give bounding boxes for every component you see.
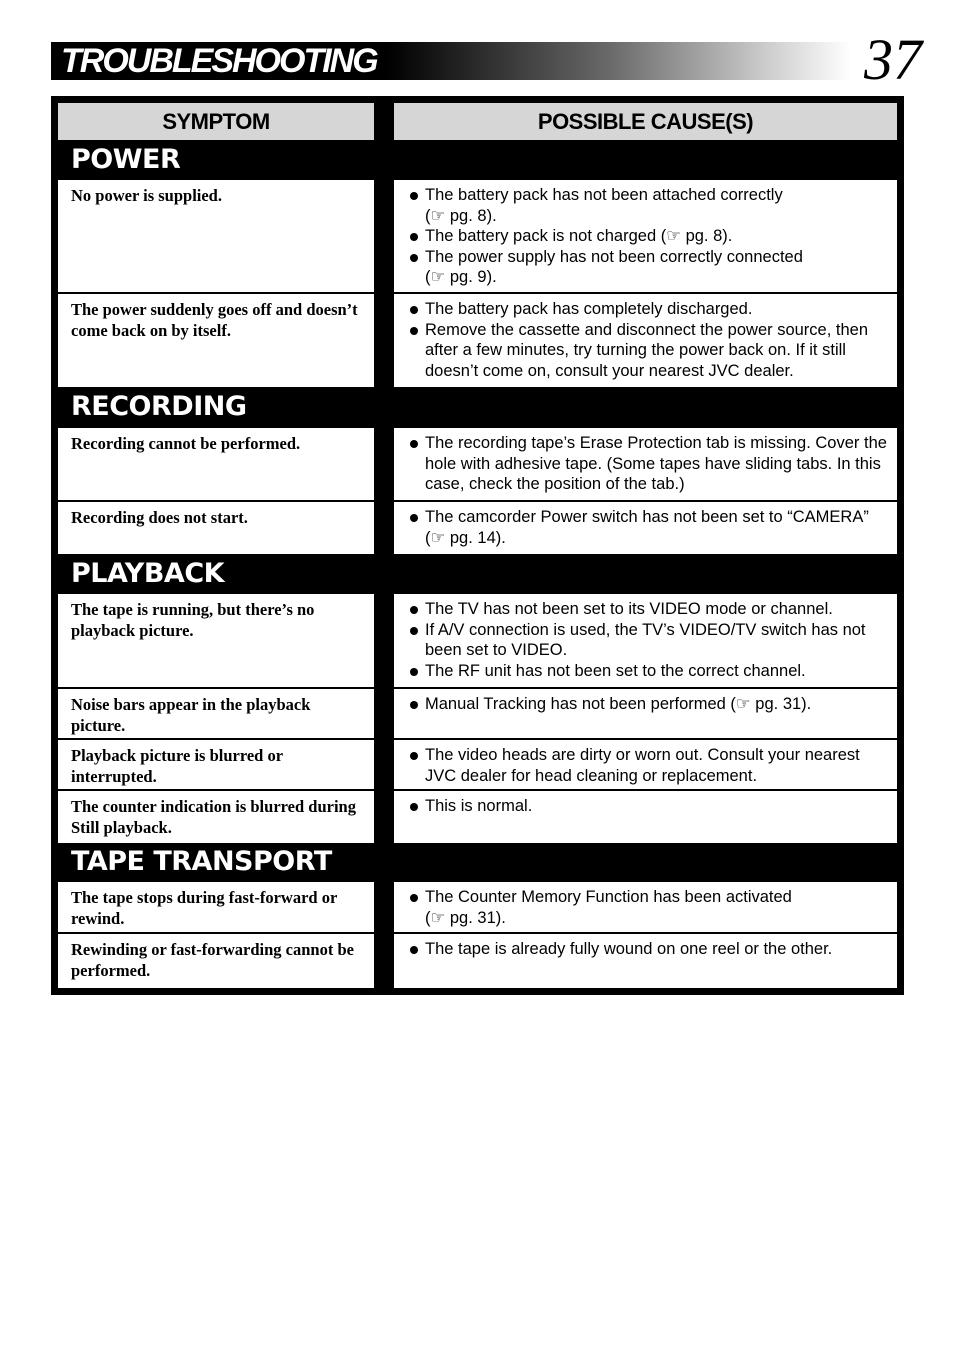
cause-item: This is normal.	[408, 796, 887, 817]
page-title: TROUBLESHOOTING	[61, 42, 377, 80]
cause-cell	[394, 594, 897, 687]
cause-cell	[394, 180, 897, 292]
symptom-cell: Recording does not start.	[58, 502, 374, 554]
symptom-cell: The tape stops during fast-forward or rewind.	[58, 882, 374, 932]
section-label-tape-transport: TAPE TRANSPORT	[71, 846, 332, 877]
section-label-power: POWER	[71, 144, 181, 175]
cause-item: The video heads are dirty or worn out. Consult your nearest JVC dealer for head cleaning or replacement.	[408, 745, 887, 786]
cause-item: The Counter Memory Function has been activated (☞ pg. 31).	[408, 887, 887, 928]
cause-item: The power supply has not been correctly connected (☞ pg. 9).	[408, 247, 887, 288]
symptom-cell: The counter indication is blurred during Still playback.	[58, 791, 374, 843]
section-label-recording: RECORDING	[71, 391, 247, 422]
cause-cell	[394, 934, 897, 988]
symptom-cell: Playback picture is blurred or interrupted.	[58, 740, 374, 789]
symptom-cell: The tape is running, but there’s no playback picture.	[58, 594, 374, 687]
symptom-cell: Rewinding or fast-forwarding cannot be performed.	[58, 934, 374, 988]
cause-cell	[394, 689, 897, 738]
cause-cell	[394, 740, 897, 789]
cause-item: The TV has not been set to its VIDEO mode or channel.	[408, 599, 887, 620]
cause-item: The battery pack is not charged (☞ pg. 8).	[408, 226, 887, 247]
cause-item: Remove the cassette and disconnect the power source, then after a few minutes, try turning the power back on. If it still doesn’t come on, consult your nearest JVC dealer.	[408, 320, 887, 382]
cause-cell	[394, 882, 897, 932]
symptom-cell: Recording cannot be performed.	[58, 428, 374, 500]
cause-item: If A/V connection is used, the TV’s VIDEO/TV switch has not been set to VIDEO.	[408, 620, 887, 661]
column-header-symptom: SYMPTOM	[58, 103, 374, 140]
column-header-cause: POSSIBLE CAUSE(S)	[394, 103, 897, 140]
cause-item: The recording tape’s Erase Protection tab is missing. Cover the hole with adhesive tape. (Some tapes have sliding tabs. In this case, check the position of the tab.)	[408, 433, 887, 495]
cause-item: The RF unit has not been set to the correct channel.	[408, 661, 887, 682]
cause-item: The battery pack has completely discharged.	[408, 299, 887, 320]
cause-item: Manual Tracking has not been performed (☞ pg. 31).	[408, 694, 887, 715]
cause-item: The camcorder Power switch has not been set to “CAMERA” (☞ pg. 14).	[408, 507, 887, 548]
cause-cell	[394, 294, 897, 387]
cause-item: The tape is already fully wound on one reel or the other.	[408, 939, 887, 960]
cause-item: The battery pack has not been attached correctly (☞ pg. 8).	[408, 185, 887, 226]
symptom-cell: Noise bars appear in the playback picture.	[58, 689, 374, 738]
page-number: 37	[864, 27, 922, 92]
symptom-cell: The power suddenly goes off and doesn’t come back on by itself.	[58, 294, 374, 387]
section-label-playback: PLAYBACK	[71, 558, 225, 589]
symptom-cell: No power is supplied.	[58, 180, 374, 292]
cause-cell	[394, 791, 897, 843]
cause-cell	[394, 502, 897, 554]
cause-cell	[394, 428, 897, 500]
